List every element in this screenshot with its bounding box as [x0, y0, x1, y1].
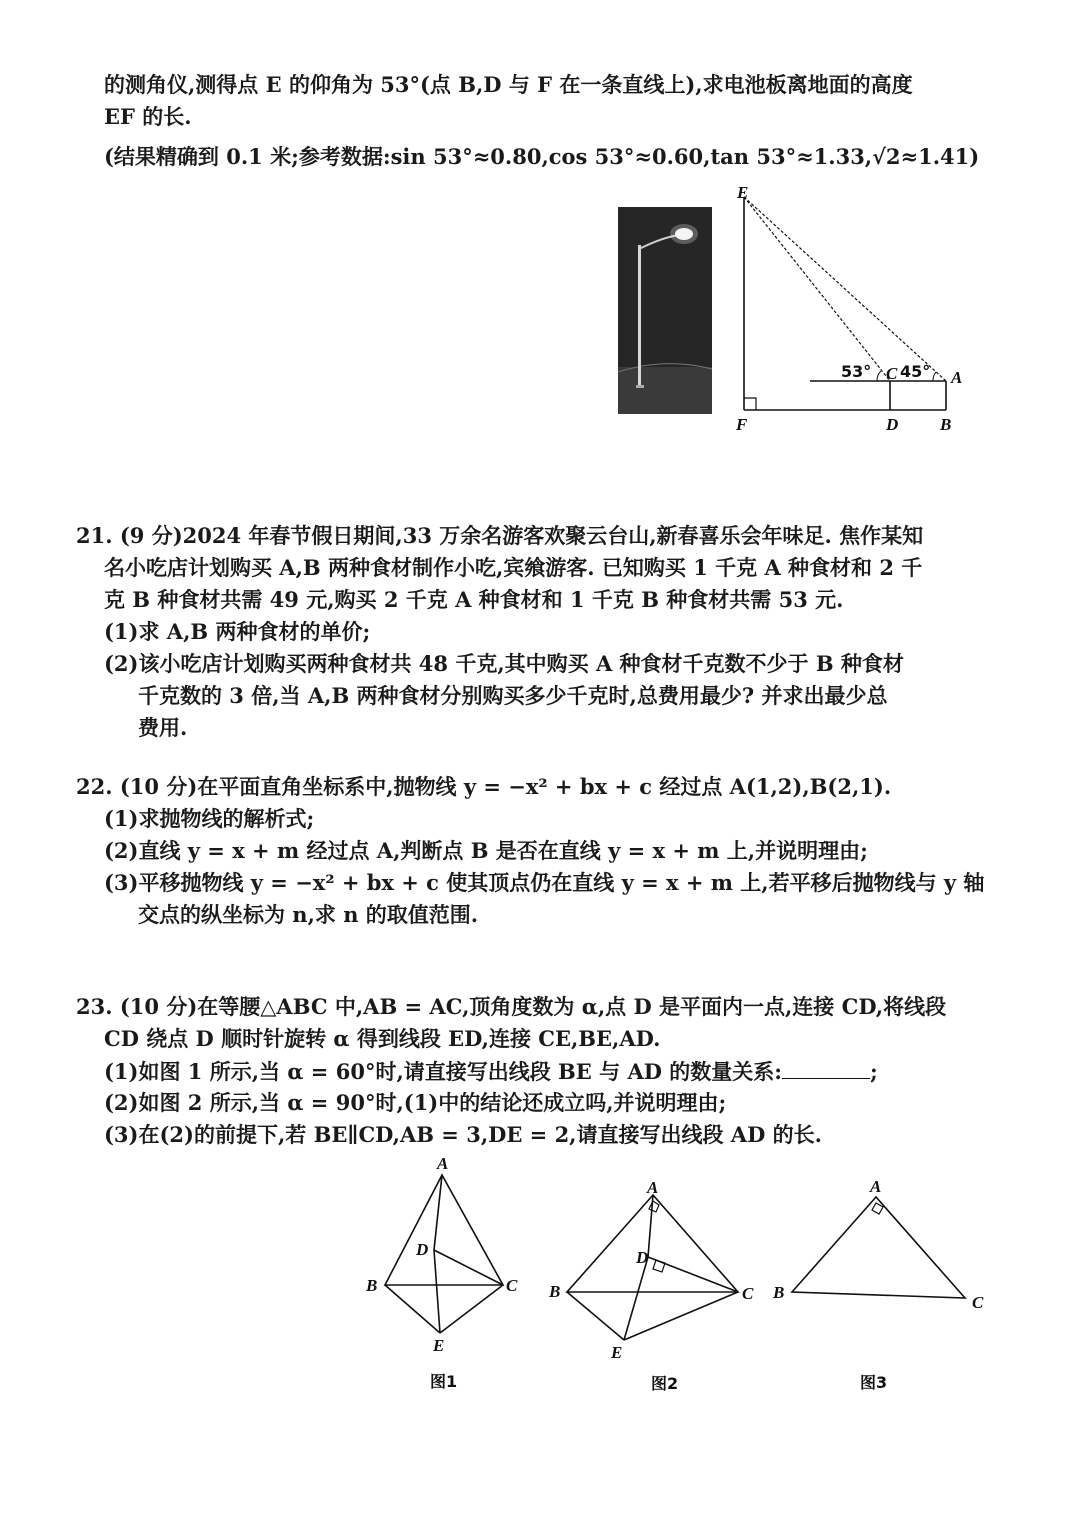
fig1-segment-BE	[385, 1285, 440, 1333]
fig2-right-angle-A	[649, 1201, 659, 1212]
fig1-label-C: C	[506, 1276, 518, 1295]
q22-line1: 22. (10 分)在平面直角坐标系中,抛物线 y = −x² + bx + c 经过点 A(1,2),B(2,1).	[76, 774, 892, 799]
q23-figure-1	[360, 1155, 530, 1395]
fig2-label-E: E	[611, 1343, 623, 1362]
fig1-segment-AD	[434, 1175, 442, 1250]
q20-reference-note: (结果精确到 0.1 米;参考数据:sin 53°≈0.80,cos 53°≈0.60,tan 53°≈1.33,√2≈1.41)	[104, 144, 980, 169]
q20-sightline-EC	[744, 197, 890, 381]
fig2-label-A: A	[647, 1178, 659, 1197]
q20-label-F: F	[736, 415, 748, 434]
q23-part1-text: (1)如图 1 所示,当 α = 60°时,请直接写出线段 BE 与 AD 的数量关系:	[104, 1059, 783, 1084]
q23-part2: (2)如图 2 所示,当 α = 90°时,(1)中的结论还成立吗,并说明理由;	[104, 1090, 727, 1115]
q23-part1-end: ;	[870, 1059, 878, 1084]
fig2-label-C: C	[742, 1284, 754, 1303]
streetlight-photo-graphic	[618, 207, 712, 414]
q21-line1: 21. (9 分)2024 年春节假日期间,33 万余名游客欢聚云台山,新春喜乐会年味足. 焦作某知	[76, 523, 924, 548]
q23-answer-blank[interactable]	[782, 1056, 870, 1079]
q20-text-line1: 的测角仪,测得点 E 的仰角为 53°(点 B,D 与 F 在一条直线上),求电池板离地面的高度	[104, 72, 913, 97]
q20-label-D: D	[886, 415, 899, 434]
q23-figure-3	[770, 1175, 995, 1400]
q20-angle-53-label: 53°	[841, 362, 872, 381]
q23-part3: (3)在(2)的前提下,若 BE∥CD,AB = 3,DE = 2,请直接写出线段 AD 的长.	[104, 1122, 822, 1147]
fig1-caption: 图1	[430, 1372, 458, 1391]
q22-part3-line2: 交点的纵坐标为 n,求 n 的取值范围.	[138, 902, 479, 927]
q22-part1: (1)求抛物线的解析式;	[104, 806, 315, 831]
fig3-right-angle-A	[872, 1203, 883, 1214]
q21-part1: (1)求 A,B 两种食材的单价;	[104, 619, 371, 644]
fig1-label-D: D	[416, 1240, 429, 1259]
q21-line2: 名小吃店计划购买 A,B 两种食材制作小吃,宾飨游客. 已知购买 1 千克 A 种食材和 2 千	[104, 555, 923, 580]
q20-label-C: C	[886, 364, 898, 383]
fig2-label-B: B	[549, 1282, 561, 1301]
q23-part1	[104, 1056, 878, 1087]
q21-part2-line3: 费用.	[138, 715, 188, 740]
fig3-caption: 图3	[860, 1373, 888, 1392]
fig3-triangle-ABC	[792, 1197, 965, 1298]
fig2-segment-BE	[567, 1292, 624, 1340]
q23-figure-2	[545, 1175, 765, 1400]
q21-part2-line1: (2)该小吃店计划购买两种食材共 48 千克,其中购买 A 种食材千克数不少于 B 种食材	[104, 651, 904, 676]
q20-angle-arc-45	[933, 372, 936, 381]
q23-line1: 23. (10 分)在等腰△ABC 中,AB = AC,顶角度数为 α,点 D 是平面内一点,连接 CD,将线段	[76, 994, 947, 1019]
fig3-label-A: A	[870, 1177, 882, 1196]
fig1-triangle-ABC	[385, 1175, 503, 1285]
fig2-segment-AD	[648, 1195, 653, 1257]
fig2-segment-CE	[624, 1292, 738, 1340]
fig2-caption: 图2	[651, 1374, 679, 1393]
fig3-label-B: B	[773, 1283, 785, 1302]
q23-line2: CD 绕点 D 顺时针旋转 α 得到线段 ED,连接 CE,BE,AD.	[104, 1026, 661, 1051]
fig1-label-E: E	[433, 1336, 445, 1355]
q20-label-E: E	[737, 183, 749, 202]
q22-part2: (2)直线 y = x + m 经过点 A,判断点 B 是否在直线 y = x + m 上,并说明理由;	[104, 838, 868, 863]
streetlight-photo	[618, 207, 712, 414]
q20-diagram	[735, 185, 975, 445]
fig2-label-D: D	[636, 1248, 649, 1267]
q22-part3-line1: (3)平移抛物线 y = −x² + bx + c 使其顶点仍在直线 y = x + m 上,若平移后抛物线与 y 轴	[104, 870, 985, 895]
fig3-label-C: C	[972, 1293, 984, 1312]
fig1-segment-CE	[440, 1285, 503, 1333]
fig1-label-A: A	[437, 1154, 449, 1173]
q20-angle-arc-53	[877, 371, 881, 381]
q20-sightline-EA	[744, 197, 946, 381]
q20-text-line2: EF 的长.	[104, 104, 192, 129]
q20-label-A: A	[951, 368, 963, 387]
q20-label-B: B	[940, 415, 952, 434]
q20-right-angle-mark	[744, 398, 756, 410]
q21-part2-line2: 千克数的 3 倍,当 A,B 两种食材分别购买多少千克时,总费用最少? 并求出最少总	[138, 683, 888, 708]
fig2-segment-DE	[624, 1257, 648, 1340]
q21-line3: 克 B 种食材共需 49 元,购买 2 千克 A 种食材和 1 千克 B 种食材共需 53 元.	[104, 587, 844, 612]
fig1-segment-DE	[434, 1250, 440, 1333]
fig1-label-B: B	[366, 1276, 378, 1295]
q20-angle-45-label: 45°	[900, 362, 931, 381]
